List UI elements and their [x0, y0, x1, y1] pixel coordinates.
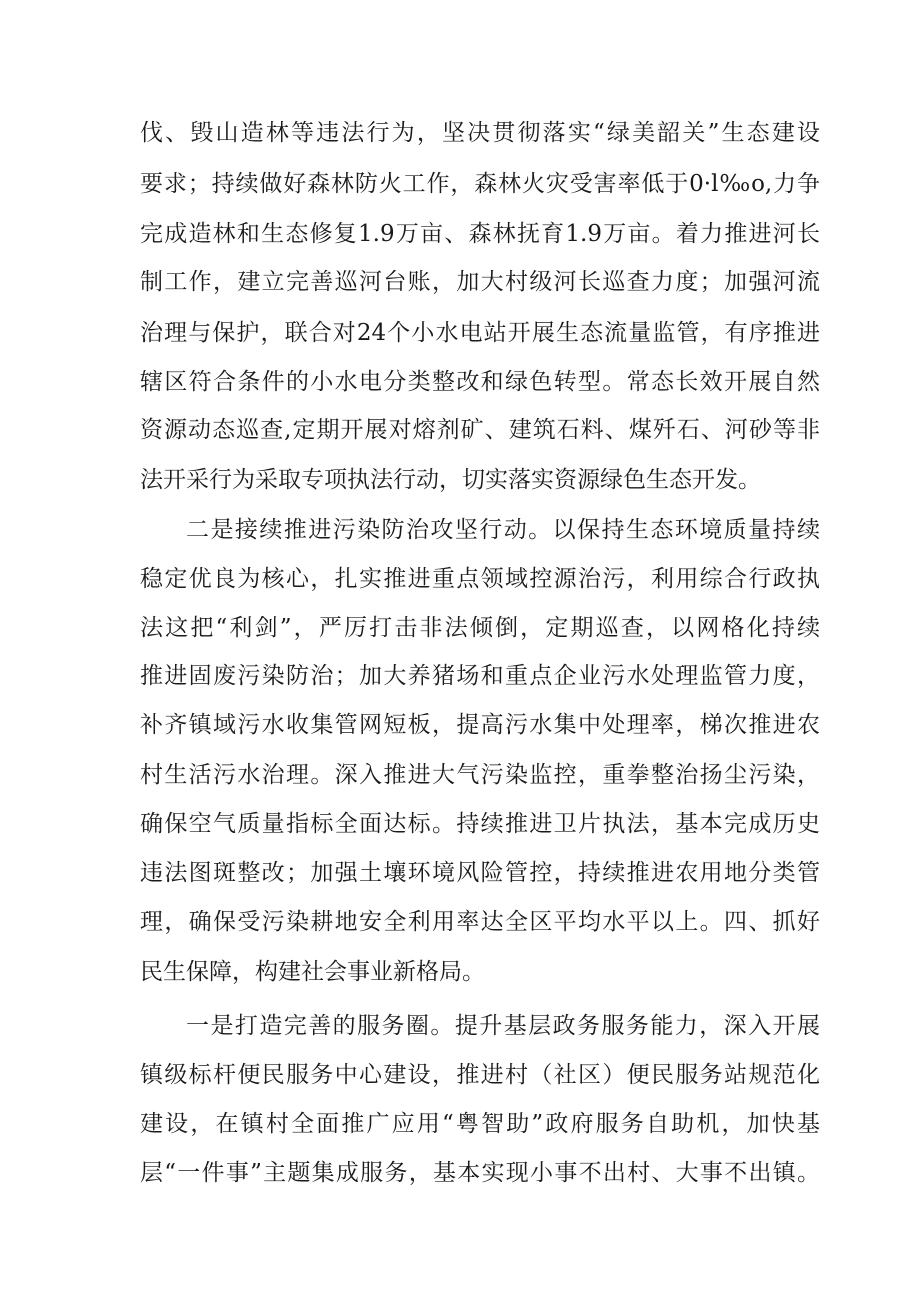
- text-line: 制工作，建立完善巡河台账，加大村级河长巡查力度；加强河流: [140, 269, 820, 295]
- text-line: 推进固废污染防治；加大养猪场和重点企业污水处理监管力度，: [140, 663, 820, 689]
- paragraph-first-line: 一是打造完善的服务圈。提升基层政务服务能力，深入开展: [186, 1013, 820, 1039]
- text-line: 理，确保受污染耕地安全利用率达全区平均水平以上。四、抓好: [140, 909, 820, 935]
- text-line: 伐、毁山造林等违法行为，坚决贯彻落实“绿美韶关”生态建设: [140, 120, 820, 146]
- text-line: 补齐镇域污水收集管网短板，提高污水集中处理率，梯次推进农: [140, 712, 820, 738]
- text-line: 稳定优良为核心，扎实推进重点领域控源治污，利用综合行政执: [140, 566, 820, 592]
- text-line: 违法图斑整改；加强土壤环境风险管控，持续推进农用地分类管: [140, 860, 820, 886]
- text-line: 完成造林和生态修复1.9万亩、森林抚育1.9万亩。着力推进河长: [140, 221, 820, 247]
- text-line: 资源动态巡查,定期开展对熔剂矿、建筑石料、煤歼石、河砂等非: [140, 417, 820, 443]
- text-line: 法开采行为采取专项执法行动，切实落实资源绿色生态开发。: [140, 467, 761, 493]
- paragraph-first-line: 二是接续推进污染防治攻坚行动。以保持生态环境质量持续: [186, 517, 820, 543]
- text-line: 层“一件事”主题集成服务，基本实现小事不出村、大事不出镇。: [140, 1160, 820, 1186]
- text-line: 确保空气质量指标全面达标。持续推进卫片执法，基本完成历史: [140, 811, 820, 837]
- text-line: 法这把“利剑”，严厉打击非法倾倒，定期巡查，以网格化持续: [140, 615, 820, 641]
- text-line: 要求；持续做好森林防火工作，森林火灾受害率低于0·l‰o,力争: [140, 171, 820, 197]
- text-line: 镇级标杆便民服务中心建设，推进村（社区）便民服务站规范化: [140, 1062, 820, 1088]
- text-line: 村生活污水治理。深入推进大气污染监控，重拳整治扬尘污染，: [140, 762, 820, 788]
- text-line: 治理与保护，联合对24个小水电站开展生态流量监管，有序推进: [140, 320, 820, 346]
- text-line: 辖区符合条件的小水电分类整改和绿色转型。常态长效开展自然: [140, 369, 820, 395]
- text-line: 民生保障，构建社会事业新格局。: [140, 959, 485, 985]
- text-line: 建设，在镇村全面推广应用“粤智助”政府服务自助机，加快基: [140, 1111, 820, 1137]
